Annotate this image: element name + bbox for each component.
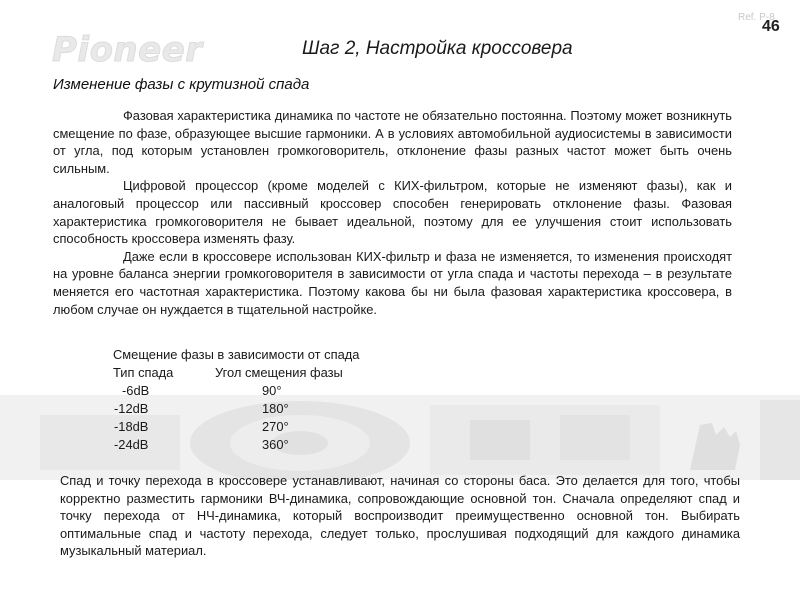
paragraph: Фазовая характеристика динамика по частоте не обязательно постоянна. Поэтому может возникнуть смещение по фазе, образующее высшие гармоники. А в условиях автомобильной аудиосистемы в зависимости от угла, под которым установлен громкоговоритель, отклонение фазы разных частот может быть очень сильным.: [53, 108, 732, 176]
table-row: [113, 418, 343, 436]
bottom-paragraph: Спад и точку перехода в кроссовере устанавливают, начиная со стороны баса. Это делается для того, чтобы корректно разместить гармоники ВЧ-динамика, сопровождающие основной тон. Сначала определяют спад и точку перехода от НЧ-динамика, который воспроизводит преимущественно основной тон. Выбирать оптимальные спад и частоту перехода, следует только, прослушивая подходящий для каждого динамика музыкальный материал.: [60, 473, 740, 559]
bottom-text: [60, 472, 740, 560]
page-title: Шаг 2, Настройка кроссовера: [302, 38, 573, 59]
slope-value: -12dB: [114, 401, 149, 416]
paragraph: Цифровой процессор (кроме моделей с КИХ-фильтром, которые не изменяют фазы), как и аналоговый процессор или пассивный кроссовер способен генерировать отклонение фазы. Фазовая характеристика громкоговорителя не бывает идеальной, поэтому для ее улучшения стоит использовать способность кроссовера изменять фазу.: [53, 178, 732, 247]
table-row: [113, 436, 343, 454]
slope-value: -18dB: [114, 419, 149, 434]
phase-angle-value: 180°: [262, 401, 289, 416]
table-caption: Смещение фазы в зависимости от спада: [113, 347, 360, 362]
phase-angle-value: 270°: [262, 419, 289, 434]
table-row: [113, 382, 343, 400]
column-header-slope-type: Тип спада: [113, 365, 174, 380]
pioneer-logo: Pioneer: [52, 30, 203, 70]
paragraph: Даже если в кроссовере использован КИХ-фильтр и фаза не изменяется, то изменения происходят на уровне баланса энергии громкоговорителя в зависимости от угла спада и частоты перехода – в результате меняется его частотная характеристика. Поэтому какова бы ни была фазовая характеристика кроссовера, в любом случае он нуждается в тщательной настройке.: [53, 248, 732, 317]
phase-shift-table-block: [113, 346, 359, 454]
phase-shift-table: [113, 364, 343, 454]
body-text: [53, 107, 732, 318]
column-header-phase-angle: Угол смещения фазы: [215, 365, 343, 380]
slope-value: -6dB: [122, 383, 150, 398]
phase-angle-value: 360°: [262, 437, 289, 452]
phase-angle-value: 90°: [262, 383, 282, 398]
slope-value: -24dB: [114, 437, 149, 452]
page-number: 46: [762, 18, 780, 35]
table-header-row: [113, 364, 343, 382]
reference-code: Ref. P-8: [738, 12, 775, 23]
table-row: [113, 400, 343, 418]
section-subtitle: Изменение фазы с крутизной спада: [53, 76, 310, 93]
